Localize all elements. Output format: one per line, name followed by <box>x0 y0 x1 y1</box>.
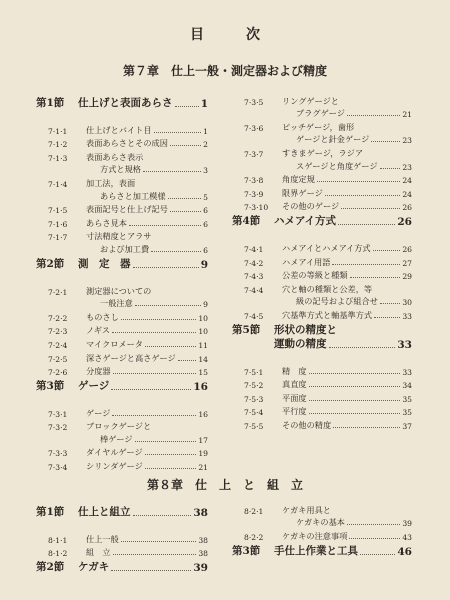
entry-title: 角度定規 <box>282 174 315 185</box>
entry-title-continued: あらさと加工模様 <box>100 190 166 201</box>
entry-number: 7·3·6 <box>244 123 264 133</box>
leader-dots <box>332 263 400 265</box>
entry-title: すきまゲージ，ラジア <box>282 147 364 158</box>
chapter-8-right-column <box>232 503 412 571</box>
entry-title: ケガキ用具と <box>282 504 331 515</box>
entry-page-number: 10 <box>198 327 208 337</box>
entry-title: あらさ見本 <box>86 217 127 228</box>
toc-section-entry <box>36 505 208 519</box>
entry-title: マイクロメータ <box>86 338 143 349</box>
entry-title: 分度器 <box>86 366 111 377</box>
toc-subsection-entry <box>232 378 412 391</box>
leader-dots <box>349 537 400 539</box>
toc-subsection-entry <box>232 405 412 418</box>
toc-subsection-entry <box>36 176 208 201</box>
entry-page-number: 9 <box>200 258 208 271</box>
entry-page-number: 9 <box>203 300 208 310</box>
leader-dots <box>135 304 201 306</box>
toc-subsection-entry <box>232 269 412 282</box>
entry-page-number: 11 <box>198 340 208 350</box>
entry-page-number: 39 <box>402 519 412 529</box>
entry-title: 手仕上作業と工具 <box>274 544 358 557</box>
entry-page-number: 35 <box>402 408 412 418</box>
leader-dots <box>113 372 197 374</box>
entry-page-number: 24 <box>402 176 412 186</box>
entry-title: 真直度 <box>282 379 307 390</box>
toc-section-entry <box>232 323 412 351</box>
entry-title: その他の精度 <box>282 419 332 430</box>
entry-title: リングゲージと <box>282 95 339 106</box>
entry-page-number: 21 <box>198 463 208 473</box>
leader-dots <box>111 569 191 571</box>
leader-dots <box>341 207 400 209</box>
entry-page-number: 37 <box>402 421 412 431</box>
entry-page-number: 2 <box>203 140 208 150</box>
entry-page-number: 33 <box>402 367 412 377</box>
entry-title-continued: スゲージと角度ゲージ <box>296 160 378 171</box>
entry-title: 表面記号と仕上げ記号 <box>86 204 168 215</box>
entry-title: ブロックゲージと <box>86 421 152 432</box>
entry-number: 7·1·4 <box>48 179 68 189</box>
entry-number: 7·2·3 <box>48 327 68 337</box>
entry-title: 組 立 <box>86 547 111 558</box>
entry-number: 第1節 <box>36 506 65 518</box>
entry-title: 平面度 <box>282 392 307 403</box>
entry-number: 7·1·6 <box>48 219 68 229</box>
leader-dots <box>347 523 400 525</box>
entry-title: 仕上と組立 <box>78 506 131 518</box>
entry-number: 第3節 <box>36 380 65 393</box>
toc-section-entry <box>232 544 412 558</box>
toc-section-entry <box>36 257 208 271</box>
entry-title: 公差の等級と種類 <box>282 270 348 281</box>
entry-title: 深さゲージと高さゲージ <box>86 352 176 363</box>
leader-dots <box>121 540 197 542</box>
toc-subsection-entry <box>36 365 208 378</box>
entry-page-number: 39 <box>193 562 208 575</box>
toc-subsection-entry <box>36 216 208 229</box>
entry-number: 7·5·5 <box>244 421 264 431</box>
leader-dots <box>309 372 401 374</box>
entry-number: 7·5·1 <box>244 367 264 377</box>
leader-dots <box>170 144 201 146</box>
entry-page-number: 26 <box>397 216 412 229</box>
toc-subsection-entry <box>232 200 412 213</box>
leader-dots <box>112 414 196 416</box>
leader-dots <box>175 105 199 107</box>
leader-dots <box>371 140 400 142</box>
entry-title: ハメアイ方式 <box>274 215 337 228</box>
toc-subsection-entry <box>232 173 412 186</box>
entry-number: 7·1·1 <box>48 126 68 136</box>
entry-number: 第2節 <box>36 561 65 574</box>
entry-page-number: 14 <box>198 354 208 364</box>
entry-number: 7·5·4 <box>244 408 264 418</box>
entry-page-number: 46 <box>397 545 412 558</box>
entry-title: 測定器についての <box>86 285 152 296</box>
entry-page-number: 38 <box>198 549 208 559</box>
toc-section-entry <box>36 560 208 574</box>
toc-subsection-entry <box>232 186 412 199</box>
entry-title: 仕上げと表面あらさ <box>78 97 173 109</box>
entry-page-number: 29 <box>402 272 412 282</box>
leader-dots <box>121 318 197 320</box>
entry-title: 表面あらさ表示 <box>86 151 144 162</box>
entry-page-number: 33 <box>402 311 412 321</box>
chapter-7-left-column <box>36 94 208 473</box>
leader-dots <box>143 170 201 172</box>
leader-dots <box>347 114 400 116</box>
entry-number: 7·5·3 <box>244 394 264 404</box>
entry-page-number: 26 <box>402 203 412 213</box>
toc-subsection-entry <box>36 406 208 419</box>
entry-title: ハメアイとハメアイ方式 <box>282 242 371 253</box>
entry-page-number: 16 <box>198 409 208 419</box>
entry-title: ゲージ <box>86 407 111 418</box>
entry-title: ダイヤルゲージ <box>86 447 143 458</box>
page-title: 目 次 <box>190 27 274 43</box>
entry-title: 形状の精度と <box>274 323 337 336</box>
entry-number: 7·1·3 <box>48 153 68 163</box>
entry-number: 7·2·5 <box>48 354 68 364</box>
entry-page-number: 34 <box>402 381 412 391</box>
toc-subsection-entry <box>232 391 412 404</box>
entry-title: 穴と軸の種類と公差，等 <box>282 283 373 294</box>
entry-number: 7·3·4 <box>48 463 68 473</box>
entry-number: 8·2·1 <box>244 506 264 516</box>
entry-number: 7·3·5 <box>244 97 264 107</box>
entry-title-continued: および加工費 <box>100 243 150 254</box>
entry-page-number: 38 <box>193 507 208 519</box>
toc-subsection-entry <box>232 364 412 377</box>
entry-title: シリンダゲージ <box>86 461 143 472</box>
entry-number: 7·4·1 <box>244 244 264 254</box>
entry-number: 7·3·1 <box>48 409 68 419</box>
toc-subsection-entry <box>232 308 412 321</box>
leader-dots <box>380 302 400 304</box>
entry-number: 7·4·5 <box>244 311 264 321</box>
entry-number: 8·1·2 <box>48 549 68 559</box>
entry-number: 8·1·1 <box>48 535 68 545</box>
entry-title: 穴基準方式と軸基準方式 <box>282 309 373 320</box>
toc-subsection-entry <box>232 255 412 268</box>
entry-page-number: 17 <box>198 435 208 445</box>
entry-number: 7·4·4 <box>244 285 264 295</box>
entry-page-number: 35 <box>402 394 412 404</box>
entry-title-continued: 運動の精度 <box>274 337 327 350</box>
entry-title-continued: プラグゲージ <box>296 108 345 119</box>
entry-title: ノギス <box>86 325 111 336</box>
entry-number: 第4節 <box>232 215 261 228</box>
entry-page-number: 26 <box>402 244 412 254</box>
leader-dots <box>350 276 401 278</box>
toc-subsection-entry <box>36 337 208 350</box>
toc-subsection-entry <box>232 503 412 528</box>
entry-number: 第2節 <box>36 257 65 270</box>
entry-page-number: 23 <box>402 136 412 146</box>
entry-title-continued: 方式と規格 <box>100 164 141 175</box>
leader-dots <box>111 388 191 390</box>
toc-subsection-entry <box>232 282 412 307</box>
entry-page-number: 3 <box>203 166 208 176</box>
entry-title-continued: 一般注意 <box>100 298 133 309</box>
entry-page-number: 27 <box>402 258 412 268</box>
entry-title: 限界ゲージ <box>282 187 323 198</box>
leader-dots <box>373 249 401 251</box>
toc-subsection-entry <box>232 94 412 119</box>
leader-dots <box>113 553 197 555</box>
leader-dots <box>333 426 400 428</box>
entry-number: 7·3·8 <box>244 176 264 186</box>
entry-title-continued: ゲージと針金ゲージ <box>296 134 370 145</box>
toc-subsection-entry <box>36 446 208 459</box>
entry-title: 測 定 器 <box>78 257 131 270</box>
entry-number: 7·3·3 <box>48 449 68 459</box>
entry-page-number: 15 <box>198 368 208 378</box>
entry-number: 7·2·1 <box>48 287 68 297</box>
toc-subsection-entry <box>36 137 208 150</box>
entry-number: 7·2·2 <box>48 313 68 323</box>
entry-title-continued: ケガキの基本 <box>296 517 345 528</box>
leader-dots <box>145 345 196 347</box>
entry-page-number: 10 <box>198 313 208 323</box>
entry-page-number: 19 <box>198 449 208 459</box>
toc-subsection-entry <box>36 230 208 255</box>
leader-dots <box>170 210 201 212</box>
entry-title-continued: 棒ゲージ <box>100 433 133 444</box>
entry-page-number: 1 <box>200 98 208 110</box>
leader-dots <box>145 453 197 455</box>
entry-title: ハメアイ用語 <box>282 256 331 267</box>
entry-title-continued: 級の記号および組合せ <box>296 296 378 307</box>
entry-page-number: 6 <box>203 206 208 216</box>
entry-title: 平行度 <box>282 406 307 417</box>
entry-number: 7·1·2 <box>48 140 68 150</box>
toc-subsection-entry <box>232 418 412 431</box>
leader-dots <box>151 250 201 252</box>
leader-dots <box>112 331 196 333</box>
chapter-8-heading: 第８章 仕 上 と 組 立 <box>146 478 303 492</box>
toc-subsection-entry <box>36 546 208 559</box>
leader-dots <box>380 167 401 169</box>
toc-subsection-entry <box>232 241 412 254</box>
leader-dots <box>133 514 192 516</box>
toc-subsection-entry <box>36 351 208 364</box>
entry-number: 第1節 <box>36 97 65 109</box>
toc-subsection-entry <box>232 120 412 145</box>
leader-dots <box>168 197 202 199</box>
leader-dots <box>135 440 197 442</box>
toc-section-entry <box>36 379 208 393</box>
toc-subsection-entry <box>36 310 208 323</box>
chapter-7-right-column <box>232 94 412 432</box>
entry-page-number: 6 <box>203 219 208 229</box>
entry-number: 7·3·2 <box>48 423 68 433</box>
leader-dots <box>133 266 199 268</box>
leader-dots <box>309 399 401 401</box>
leader-dots <box>178 359 197 361</box>
entry-title: 寸法精度とアラサ <box>86 231 152 242</box>
toc-subsection-entry <box>36 324 208 337</box>
entry-number: 7·3·10 <box>244 203 269 213</box>
leader-dots <box>360 553 395 555</box>
entry-title: 表面あらさとその成因 <box>86 138 168 149</box>
leader-dots <box>154 131 202 133</box>
leader-dots <box>309 385 401 387</box>
entry-page-number: 6 <box>203 245 208 255</box>
toc-subsection-entry <box>36 123 208 136</box>
leader-dots <box>329 346 396 348</box>
entry-title: 加工法，表面 <box>86 177 136 188</box>
toc-subsection-entry <box>232 146 412 171</box>
entry-page-number: 21 <box>402 110 412 120</box>
entry-title: ゲージ <box>78 380 110 393</box>
entry-number: 7·2·4 <box>48 340 68 350</box>
entry-number: 7·5·2 <box>244 381 264 391</box>
toc-subsection-entry <box>36 284 208 309</box>
entry-number: 7·1·7 <box>48 233 68 243</box>
entry-page-number: 24 <box>402 189 412 199</box>
entry-page-number: 33 <box>397 338 412 351</box>
entry-number: 7·4·2 <box>244 258 264 268</box>
entry-page-number: 1 <box>203 126 208 136</box>
entry-number: 7·4·3 <box>244 272 264 282</box>
entry-title: ケガキの注意事項 <box>282 530 348 541</box>
toc-subsection-entry <box>36 150 208 175</box>
entry-number: 7·3·7 <box>244 149 264 159</box>
leader-dots <box>374 316 400 318</box>
entry-page-number: 23 <box>402 162 412 172</box>
entry-number: 第3節 <box>232 544 261 557</box>
chapter-7-heading: 第７章 仕上一般・測定器および精度 <box>122 64 327 78</box>
entry-page-number: 43 <box>402 532 412 542</box>
entry-page-number: 38 <box>198 535 208 545</box>
entry-title: ピッチゲージ，歯形 <box>282 121 355 132</box>
entry-number: 7·2·6 <box>48 368 68 378</box>
entry-number: 7·3·9 <box>244 189 264 199</box>
entry-number: 8·2·2 <box>244 532 264 542</box>
entry-title: ものさし <box>86 311 119 322</box>
entry-number: 第5節 <box>232 323 261 336</box>
toc-section-entry <box>232 214 412 228</box>
entry-title: 仕上一般 <box>86 533 119 544</box>
entry-page-number: 16 <box>193 381 208 394</box>
leader-dots <box>145 467 197 469</box>
entry-page-number: 30 <box>402 298 412 308</box>
toc-section-entry <box>36 96 208 110</box>
leader-dots <box>129 224 201 226</box>
toc-subsection-entry <box>36 532 208 545</box>
toc-subsection-entry <box>36 459 208 472</box>
leader-dots <box>338 223 395 225</box>
leader-dots <box>309 412 401 414</box>
toc-subsection-entry <box>36 203 208 216</box>
entry-title: 仕上げとバイト目 <box>86 124 152 135</box>
leader-dots <box>317 180 401 182</box>
chapter-8-left-column <box>36 503 208 587</box>
toc-subsection-entry <box>232 529 412 542</box>
entry-title: その他のゲージ <box>282 201 340 212</box>
entry-page-number: 5 <box>203 192 208 202</box>
leader-dots <box>325 194 401 196</box>
toc-subsection-entry <box>36 420 208 445</box>
entry-title: 精 度 <box>282 365 307 376</box>
entry-title: ケガキ <box>78 561 110 574</box>
entry-number: 7·1·5 <box>48 206 68 216</box>
